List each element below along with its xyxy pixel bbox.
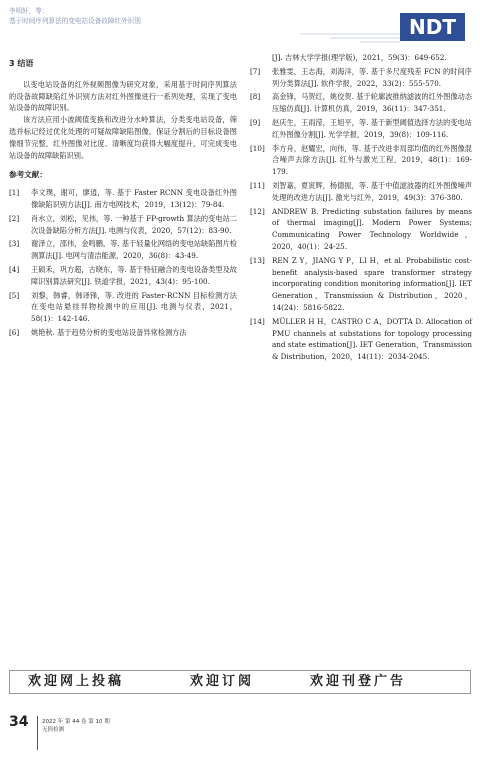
reference-number: [10]	[250, 143, 265, 153]
reference-item	[250, 66, 472, 90]
reference-number: [6]	[9, 327, 20, 337]
page-footer	[9, 714, 471, 764]
reference-number: [9]	[250, 117, 261, 127]
reference-text: 李方舟，赵耀宏，向伟，等. 基于改进非局部均值的红外图像混合噪声去除方法[J]. 红外与激光工程，2019，48(1)：169-179.	[272, 143, 472, 177]
reference-number: [12]	[250, 206, 265, 216]
reference-item	[250, 180, 472, 204]
reference-number: [14]	[250, 316, 265, 326]
reference-text: ANDREW B. Predicting substation failures by means of thermal imaging[J]. Modern Power Systems; Communicating Power Technology Worldwide，2020，40(1)：24-25.	[272, 206, 472, 251]
reference-item	[9, 187, 237, 211]
reference-number: [11]	[250, 180, 265, 190]
footer-info	[42, 718, 110, 734]
right-column	[250, 52, 472, 365]
reference-number: [4]	[9, 264, 20, 274]
header-title: 基于时间序列算法的变电站设备故障红外识别	[9, 17, 141, 25]
banner-item-ads: 欢迎刊登广告	[310, 674, 407, 689]
reference-item	[250, 143, 472, 178]
reference-text: REN Z Y，JIANG Y P，LI H，et al. Probabilistic cost-benefit analysis-based spare transformer strategy incorporating condition monitoring information[J]. IET Generation，Transmission & Distribution，2020，14(24)：5816-5822.	[272, 255, 472, 312]
header-authors: 李明轩，等：	[9, 7, 49, 15]
reference-item	[9, 264, 237, 288]
reference-item	[250, 255, 472, 314]
references-title: 参考文献：	[9, 170, 47, 180]
reference-text: MÜLLER H H，CASTRO C A，DOTTA D. Allocation of PMU channels at substations for topology processing and state estimation[J]. IET Generation，Transmission & Distribution，2020，14(11)：2034-2045.	[272, 316, 472, 362]
page-number: 34	[9, 714, 29, 730]
reference-item	[250, 206, 472, 253]
reference-item	[9, 213, 237, 237]
references-list-left	[9, 187, 237, 339]
reference-item	[9, 327, 237, 339]
reference-text: 肖水立，刘松，见伟，等. 一种基于 FP-growth 算法的变电站二次设备缺陷分析方法[J]. 电测与仪表，2020，57(12)：83-90.	[31, 213, 237, 235]
footer-issue: 2022 年 第 44 卷 第 10 期	[42, 719, 110, 725]
reference-text: 张雅雯，王志海，刘海洋，等. 基于多尺度残差 FCN 的时间序列分类算法[J]. 软件学报，2022，33(2)：555-570.	[272, 66, 472, 88]
reference-number: [1]	[9, 188, 20, 198]
reference-number: [7]	[250, 66, 261, 76]
reference-number: [5]	[9, 290, 20, 300]
reference-item	[250, 316, 472, 363]
reference-item	[9, 238, 237, 262]
conclusion-paragraph-1: 以变电站设备的红外视频图像为研究对象，采用基于时间序列算法的设备故障缺陷红外识别方法对红外图像进行一系列处理，实现了变电站设备的故障识别。	[9, 79, 237, 113]
reference-item	[9, 290, 237, 325]
page-header	[0, 0, 480, 48]
banner-item-subscribe: 欢迎订阅	[190, 674, 255, 689]
reference-text: 姚艳秋. 基于趋势分析的变电站设备异常检测方法	[31, 327, 187, 337]
reference-text: 王硕禾，巩方超，古晓东，等. 基于特征融合的变电设备类型及故障识别算法研究[J]. 铁道学报，2021，43(4)：95-100.	[31, 264, 237, 286]
section-title: 3 结语	[9, 59, 34, 68]
reference-text: 刘黎，韩睿，韩译锋，等. 改进的 Faster-RCNN 目标检测方法在变电站悬挂异物检测中的应用[J]. 电测与仪表，2021，58(1)：142-146.	[31, 290, 237, 324]
reference-item	[250, 117, 472, 141]
reference-item	[250, 91, 472, 115]
reference-text: 刘智嘉，夏寅辉，杨德振，等. 基于中值滤波器的红外图像噪声处理的改进方法[J]. 激光与红外，2019，49(3)：376-380.	[272, 180, 472, 202]
running-header	[9, 6, 141, 26]
conclusion-paragraph-2: 该方法应用小波阈值变换和改进分水岭算法，分类变电站设备，筛选并标记经过优化处理的可疑故障缺陷图像，保证分割后的目标设备图像细节完整，红外图像对比度、清晰度均获得大幅度提升，可完成变电站设备的故障缺陷识别。	[9, 115, 237, 160]
reference-text: 李文璞，谢可，廖逍，等. 基于 Faster RCNN 变电设备红外图像缺陷识别方法[J]. 南方电网技术，2019，13(12)：79-84.	[31, 188, 237, 209]
promo-banner	[9, 670, 471, 694]
reference-number: [3]	[9, 239, 20, 249]
left-column	[9, 58, 237, 341]
reference-number: [13]	[250, 255, 265, 265]
journal-logo-text: NDT	[409, 15, 456, 39]
reference-text: 谢泽立，邵伟，金鸣鹏，等. 基于轻量化网络的变电站缺陷图片检测算法[J]. 电网与清洁能源，2020，36(8)：43-49.	[31, 239, 237, 261]
footer-divider	[37, 716, 38, 750]
reference-number: [8]	[250, 92, 261, 102]
reference-text: 赵庆生，王雨滢，王旭平，等. 基于新型阈值选择方法的变电站红外图像分割[J]. 光学学报，2019，39(8)：109-116.	[272, 117, 472, 139]
reference-text: [J]. 吉林大学学报(理学版)，2021，59(3)：649-652.	[272, 53, 447, 62]
reference-number: [2]	[9, 213, 20, 223]
reference-item	[250, 52, 472, 64]
banner-item-submission: 欢迎网上投稿	[28, 674, 125, 689]
references-list-right	[250, 52, 472, 363]
reference-text: 高金锋，马贺红，姚佼贺. 基于轮廓波推纳滤波的红外图像动态压缩仿真[J]. 计算机仿真，2019，36(11)：347-351.	[272, 92, 472, 114]
footer-journal: 无损检测	[42, 727, 65, 733]
